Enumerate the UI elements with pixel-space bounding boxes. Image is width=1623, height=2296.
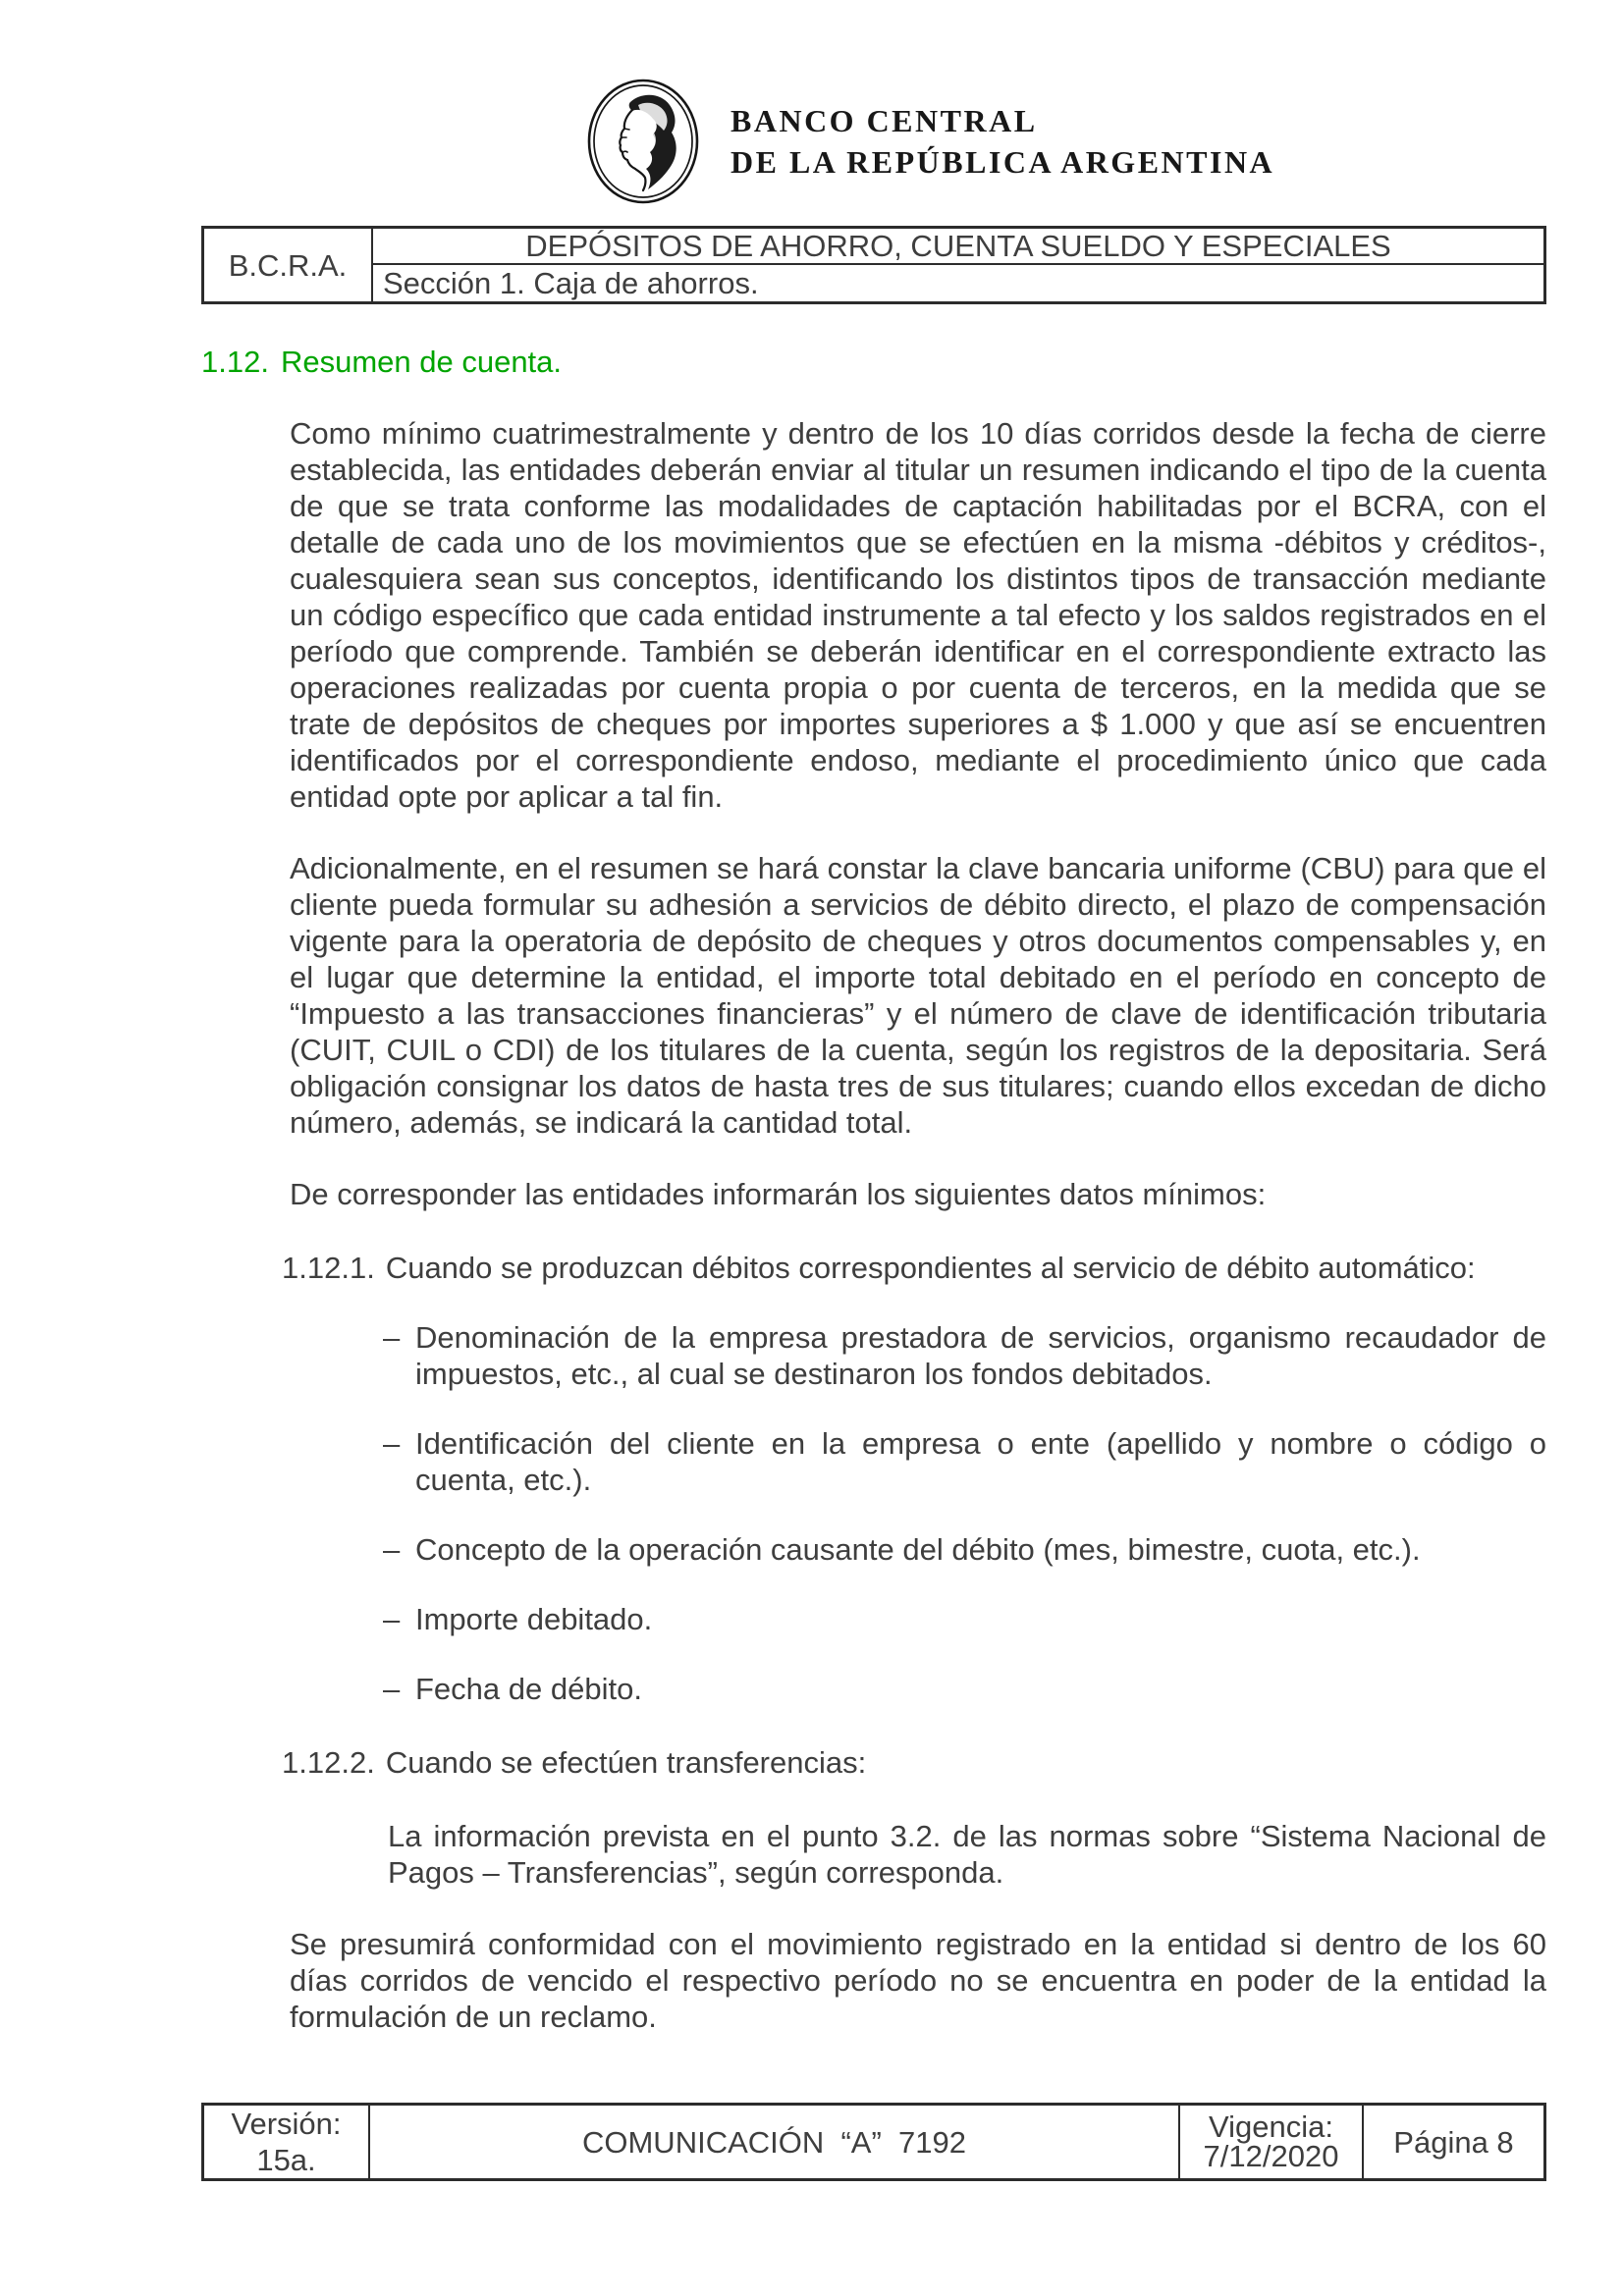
header-section-cell: Sección 1. Caja de ahorros.	[383, 266, 759, 300]
dash-bullet: –	[383, 1672, 401, 1706]
header-title-cell: DEPÓSITOS DE AHORRO, CUENTA SUELDO Y ESPECIALES	[373, 229, 1543, 265]
numbered-item-1121	[282, 1250, 1546, 1286]
bcra-medallion-icon	[587, 79, 699, 204]
list-item	[383, 1601, 1546, 1637]
list-item-text: Denominación de la empresa prestadora de servicios, organismo recaudador de impuestos, etc., al cual se destinaron los fondos debitados.	[415, 1320, 1546, 1391]
footer-version-cell: Versión: 15a.	[231, 2107, 342, 2177]
item-text: Cuando se efectúen transferencias:	[385, 1745, 867, 1780]
list-item	[383, 1671, 1546, 1707]
section-title: Resumen de cuenta.	[280, 345, 563, 379]
paragraph: De corresponder las entidades informarán los siguientes datos mínimos:	[290, 1177, 1267, 1211]
footer-page-cell: Página 8	[1362, 2106, 1543, 2178]
header-table	[201, 226, 1546, 304]
bank-name	[730, 100, 1274, 183]
list-item-text: Identificación del cliente en la empresa o ente (apellido y nombre o código o cuenta, etc.).	[415, 1426, 1546, 1497]
dash-bullet: –	[383, 1602, 401, 1636]
paragraph: Adicionalmente, en el resumen se hará constar la clave bancaria uniforme (CBU) para que el cliente pueda formular su adhesión a servicios de débito directo, el plazo de compensación vigente para la operatoria de depósito de cheques y otros documentos compensables y, en el lugar que determine la entidad, el importe total debitado en el período en concepto de “Impuesto a las transacciones financieras” y el número de clave de identificación tributaria (CUIT, CUIL o CDI) de los titulares de la cuenta, según los registros de la depositaria. Será obligación consignar los datos de hasta tres de sus titulares; cuando ellos excedan de dicho número, además, se indicará la cantidad total.	[290, 851, 1546, 1140]
footer-vigencia-cell	[1178, 2106, 1362, 2178]
list-item-text: Fecha de débito.	[415, 1672, 642, 1706]
footer-table	[201, 2103, 1546, 2181]
item-number: 1.12.1.	[282, 1251, 375, 1285]
list-item	[383, 1425, 1546, 1498]
list-item	[383, 1319, 1546, 1392]
sub-paragraph: La información prevista en el punto 3.2. de las normas sobre “Sistema Nacional de Pagos – Transferencias”, según corresponda.	[388, 1819, 1546, 1890]
closing-paragraph: Se presumirá conformidad con el movimiento registrado en la entidad si dentro de los 60 días corridos de vencido el respectivo período no se encuentra en poder de la entidad la formulación de un reclamo.	[290, 1927, 1546, 2034]
footer-vigencia-label: Vigencia:	[1209, 2109, 1333, 2144]
footer-vigencia-date: 7/12/2020	[1203, 2139, 1339, 2173]
dash-bullet: –	[383, 1426, 401, 1461]
bank-logo-header	[587, 0, 1623, 204]
section-heading	[201, 344, 1546, 380]
list-item-text: Concepto de la operación causante del débito (mes, bimestre, cuota, etc.).	[415, 1532, 1421, 1567]
item-text: Cuando se produzcan débitos correspondientes al servicio de débito automático:	[385, 1251, 1476, 1285]
footer-communication-cell: COMUNICACIÓN “A” 7192	[368, 2106, 1178, 2178]
bank-name-line1: BANCO CENTRAL	[730, 103, 1038, 138]
dash-bullet: –	[383, 1320, 401, 1355]
list-item-text: Importe debitado.	[415, 1602, 653, 1636]
list-item	[383, 1531, 1546, 1568]
dash-bullet: –	[383, 1532, 401, 1567]
numbered-item-1122	[282, 1744, 1546, 1781]
paragraph: Como mínimo cuatrimestralmente y dentro de los 10 días corridos desde la fecha de cierre establecida, las entidades deberán enviar al titular un resumen indicando el tipo de la cuenta de que se trata conforme las modalidades de captación habilitadas por el BCRA, con el detalle de cada uno de los movimientos que se efectúen en la misma -débitos y créditos-, cualesquiera sean sus conceptos, identificando los distintos tipos de transacción mediante un código específico que cada entidad instrumente a tal efecto y los saldos registrados en el período que comprende. También se deberán identificar en el correspondiente extracto las operaciones realizadas por cuenta propia o por cuenta de terceros, en la medida que se trate de depósitos de cheques por importes superiores a $ 1.000 y que así se encuentren identificados por el correspondiente endoso, mediante el procedimiento único que cada entidad opte por aplicar a tal fin.	[290, 416, 1546, 814]
header-org-cell: B.C.R.A.	[204, 229, 373, 301]
section-number: 1.12.	[201, 345, 269, 379]
bank-name-line2: DE LA REPÚBLICA ARGENTINA	[730, 144, 1275, 180]
item-number: 1.12.2.	[282, 1745, 375, 1780]
